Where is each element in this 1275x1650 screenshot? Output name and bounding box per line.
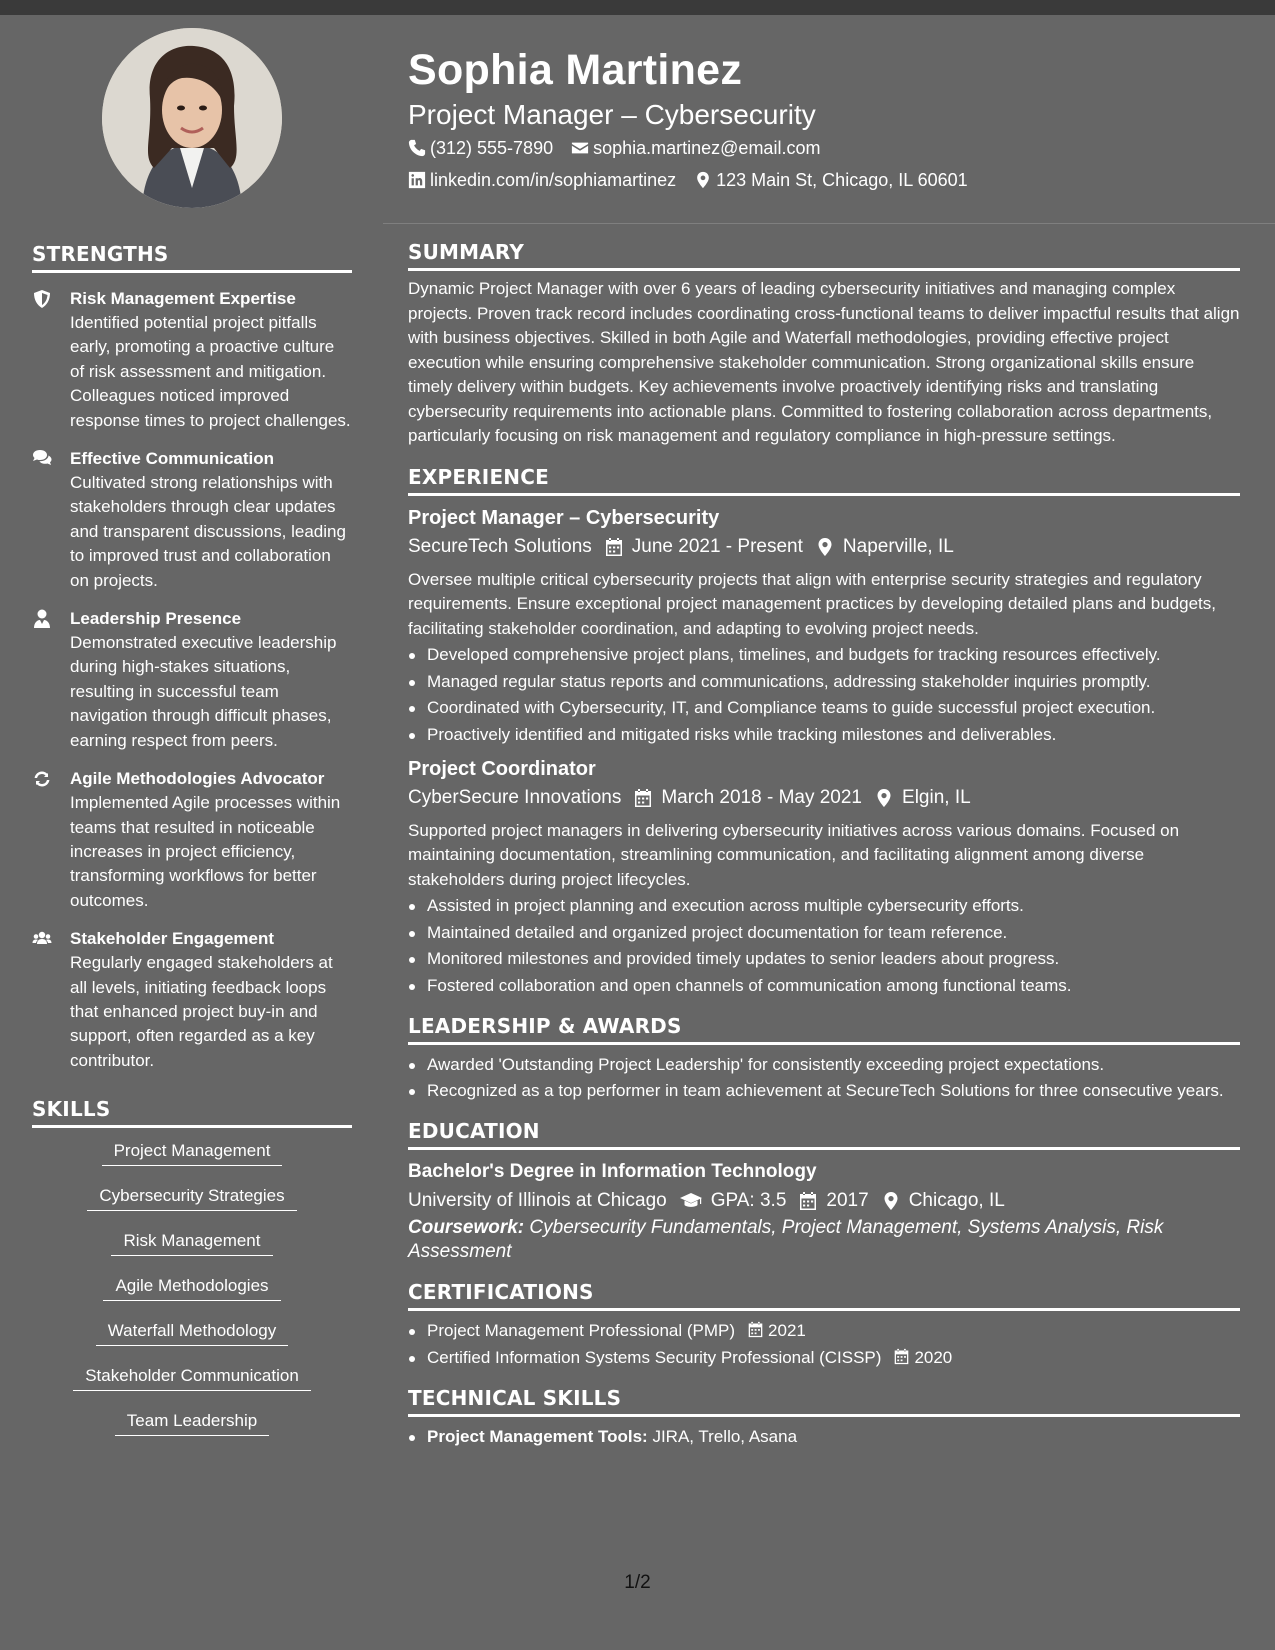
job-description: Supported project managers in delivering cybersecurity initiatives across various domains. Focused on maintaining documentation, streamlining communication, and facilitating alignment among diverse stakeholders during project lifecycles. — [408, 820, 1180, 889]
calendar-icon — [893, 1348, 910, 1365]
sync-icon — [32, 769, 52, 789]
calendar-icon — [633, 788, 653, 808]
header-divider — [383, 223, 1275, 224]
strength-text: Identified potential project pitfalls early, promoting a proactive culture of risk assessment and mitigation. Colleagues noticed improved response times to project challenges. — [70, 313, 351, 430]
strength-title: Risk Management Expertise — [70, 289, 296, 308]
skill-tag: Stakeholder Communication — [73, 1365, 311, 1391]
job-meta — [408, 783, 1240, 813]
candidate-name: Sophia Martinez — [408, 46, 743, 94]
awards-list — [408, 1053, 1240, 1104]
shield-icon — [32, 289, 52, 309]
job-bullets — [408, 894, 1240, 998]
map-pin-icon — [815, 537, 835, 557]
strength-item — [32, 447, 352, 593]
technical-skills-heading: TECHNICAL SKILLS — [408, 1386, 1240, 1417]
bullet-item: Monitored milestones and provided timely updates to senior leaders about progress. — [408, 947, 1240, 971]
calendar-icon — [747, 1321, 764, 1338]
contact-row-2 — [408, 164, 1248, 196]
certification-year: 2020 — [914, 1347, 953, 1367]
candidate-title: Project Manager – Cybersecurity — [408, 99, 816, 130]
coursework-list: Cybersecurity Fundamentals, Project Management, Systems Analysis, Risk Assessment — [408, 1217, 1164, 1262]
technical-skill-value: JIRA, Trello, Asana — [652, 1426, 798, 1446]
strength-item — [32, 607, 352, 753]
skills-heading: SKILLS — [32, 1097, 352, 1128]
strength-text: Demonstrated executive leadership during high-stakes situations, resulting in successful team navigation through difficult phases, earning respect from peers. — [70, 633, 337, 750]
job-dates: March 2018 - May 2021 — [661, 786, 863, 808]
job-entry — [408, 504, 1240, 747]
skill-tag: Team Leadership — [115, 1410, 269, 1436]
certifications-section — [408, 1280, 1240, 1370]
coursework — [408, 1216, 1240, 1264]
education-meta — [408, 1186, 1240, 1216]
school-name: University of Illinois at Chicago — [408, 1190, 667, 1211]
main-content — [408, 240, 1240, 1451]
experience-section — [408, 465, 1240, 998]
graduation-cap-icon — [679, 1191, 703, 1211]
strength-text: Implemented Agile processes within teams that resulted in noticeable increases in project efficiency, transforming workflows for better outcomes. — [70, 793, 341, 910]
skill-tag: Project Management — [102, 1140, 283, 1166]
summary-section — [408, 240, 1240, 449]
certification-item — [408, 1346, 1240, 1370]
strength-item — [32, 927, 352, 1073]
job-entry — [408, 755, 1240, 998]
skill-tag: Risk Management — [111, 1230, 272, 1256]
skill-tag: Waterfall Methodology — [96, 1320, 289, 1346]
bullet-item: Assisted in project planning and execution across multiple cybersecurity efforts. — [408, 894, 1240, 918]
strength-item — [32, 287, 352, 433]
calendar-icon — [798, 1191, 818, 1211]
comments-icon — [32, 449, 52, 469]
technical-skill-item — [408, 1425, 1240, 1449]
bullet-item: Fostered collaboration and open channels of communication among functional teams. — [408, 974, 1240, 998]
certification-year: 2021 — [768, 1321, 806, 1340]
strength-item — [32, 767, 352, 913]
gpa-text: GPA: 3.5 — [710, 1190, 787, 1211]
strength-title: Agile Methodologies Advocator — [70, 769, 325, 789]
graduation-year: 2017 — [826, 1190, 869, 1211]
coursework-label: Coursework: — [408, 1217, 525, 1238]
job-location: Naperville, IL — [842, 535, 954, 557]
bullet-item: Maintained detailed and organized project documentation for team reference. — [408, 921, 1240, 945]
job-company: CyberSecure Innovations — [408, 786, 622, 808]
technical-skills-section — [408, 1386, 1240, 1449]
technical-skills-list — [408, 1425, 1240, 1449]
linkedin-icon — [408, 171, 426, 189]
map-pin-icon — [694, 171, 712, 189]
experience-heading: EXPERIENCE — [408, 465, 1240, 496]
summary-text: Dynamic Project Manager with over 6 years of leading cybersecurity initiatives and managing complex projects. Proven track record includes coordinating cross-functional teams to deliver impactful results that align with business objectives. Skilled in both Agile and Waterfall methodologies, providing effective project execution while ensuring comprehensive stakeholder communication. Strong organizational skills ensure timely delivery within budgets. Key achievements involve proactively identifying risks and translating cybersecurity requirements into actionable plans. Committed to fostering collaboration across departments, particularly focusing on risk management and regulatory compliance in high-pressure settings. — [408, 279, 1240, 445]
certification-name: Project Management Professional (PMP) — [427, 1321, 736, 1340]
profile-photo — [102, 28, 282, 208]
resume-header — [408, 44, 1248, 196]
awards-heading: LEADERSHIP & AWARDS — [408, 1014, 1240, 1045]
job-bullets — [408, 643, 1240, 747]
bullet-item: Coordinated with Cybersecurity, IT, and Compliance teams to guide successful project execution. — [408, 696, 1240, 720]
phone-icon — [408, 139, 426, 157]
bullet-item: Awarded 'Outstanding Project Leadership' for consistently exceeding project expectations. — [408, 1053, 1240, 1077]
sidebar — [32, 28, 352, 1455]
envelope-icon — [571, 139, 589, 157]
education-section — [408, 1119, 1240, 1264]
bullet-item: Proactively identified and mitigated risks while tracking milestones and deliverables. — [408, 723, 1240, 747]
email-link[interactable]: sophia.martinez@email.com — [593, 138, 821, 158]
job-title: Project Coordinator — [408, 757, 596, 780]
skill-tag: Agile Methodologies — [103, 1275, 280, 1301]
awards-section — [408, 1014, 1240, 1104]
job-description: Oversee multiple critical cybersecurity projects that align with enterprise security strategies and regulatory requirements. Ensure exceptional project management practices by developing detailed plans and budgets, facilitating stakeholder coordination, and adapting to evolving project needs. — [408, 569, 1216, 638]
certifications-list — [408, 1319, 1240, 1370]
users-icon — [32, 929, 52, 949]
strength-text: Cultivated strong relationships with stakeholders through clear updates and transparent discussions, leading to improved trust and collaboration on projects. — [70, 473, 346, 590]
education-heading: EDUCATION — [408, 1119, 1240, 1150]
bullet-item: Recognized as a top performer in team achievement at SecureTech Solutions for three consecutive years. — [408, 1079, 1240, 1103]
job-title: Project Manager – Cybersecurity — [408, 506, 720, 529]
job-company: SecureTech Solutions — [408, 535, 592, 557]
phone-number[interactable]: (312) 555-7890 — [430, 138, 554, 158]
top-bar — [0, 0, 1275, 15]
profile-photo-illustration — [102, 28, 282, 208]
address-text: 123 Main St, Chicago, IL 60601 — [716, 170, 968, 190]
skills-list — [32, 1140, 352, 1455]
map-pin-icon — [874, 788, 894, 808]
strength-title: Leadership Presence — [70, 609, 242, 629]
bullet-item: Managed regular status reports and communications, addressing stakeholder inquiries promptly. — [408, 670, 1240, 694]
certifications-heading: CERTIFICATIONS — [408, 1280, 1240, 1311]
technical-skill-label: Project Management Tools: — [427, 1426, 648, 1446]
degree-title: Bachelor's Degree in Information Technology — [408, 1161, 817, 1182]
summary-heading: SUMMARY — [408, 240, 1240, 271]
strength-text: Regularly engaged stakeholders at all levels, initiating feedback loops that enhanced project buy-in and support, often regarded as a key contributor. — [70, 953, 333, 1070]
certification-item — [408, 1319, 1240, 1343]
strength-title: Effective Communication — [70, 449, 275, 469]
school-location: Chicago, IL — [908, 1190, 1005, 1211]
job-meta — [408, 532, 1240, 562]
map-pin-icon — [881, 1191, 901, 1211]
page-indicator: 1/2 — [624, 1572, 651, 1593]
user-tie-icon — [32, 609, 52, 629]
strength-title: Stakeholder Engagement — [70, 929, 275, 949]
job-dates: June 2021 - Present — [631, 535, 803, 557]
calendar-icon — [604, 537, 624, 557]
bullet-item: Developed comprehensive project plans, timelines, and budgets for tracking resources effectively. — [408, 643, 1240, 667]
contact-row — [408, 132, 1248, 164]
skill-tag: Cybersecurity Strategies — [87, 1185, 296, 1211]
job-location: Elgin, IL — [902, 786, 971, 808]
certification-name: Certified Information Systems Security Professional (CISSP) — [427, 1347, 882, 1367]
strengths-heading: STRENGTHS — [32, 242, 352, 273]
linkedin-link[interactable]: linkedin.com/in/sophiamartinez — [430, 170, 677, 190]
